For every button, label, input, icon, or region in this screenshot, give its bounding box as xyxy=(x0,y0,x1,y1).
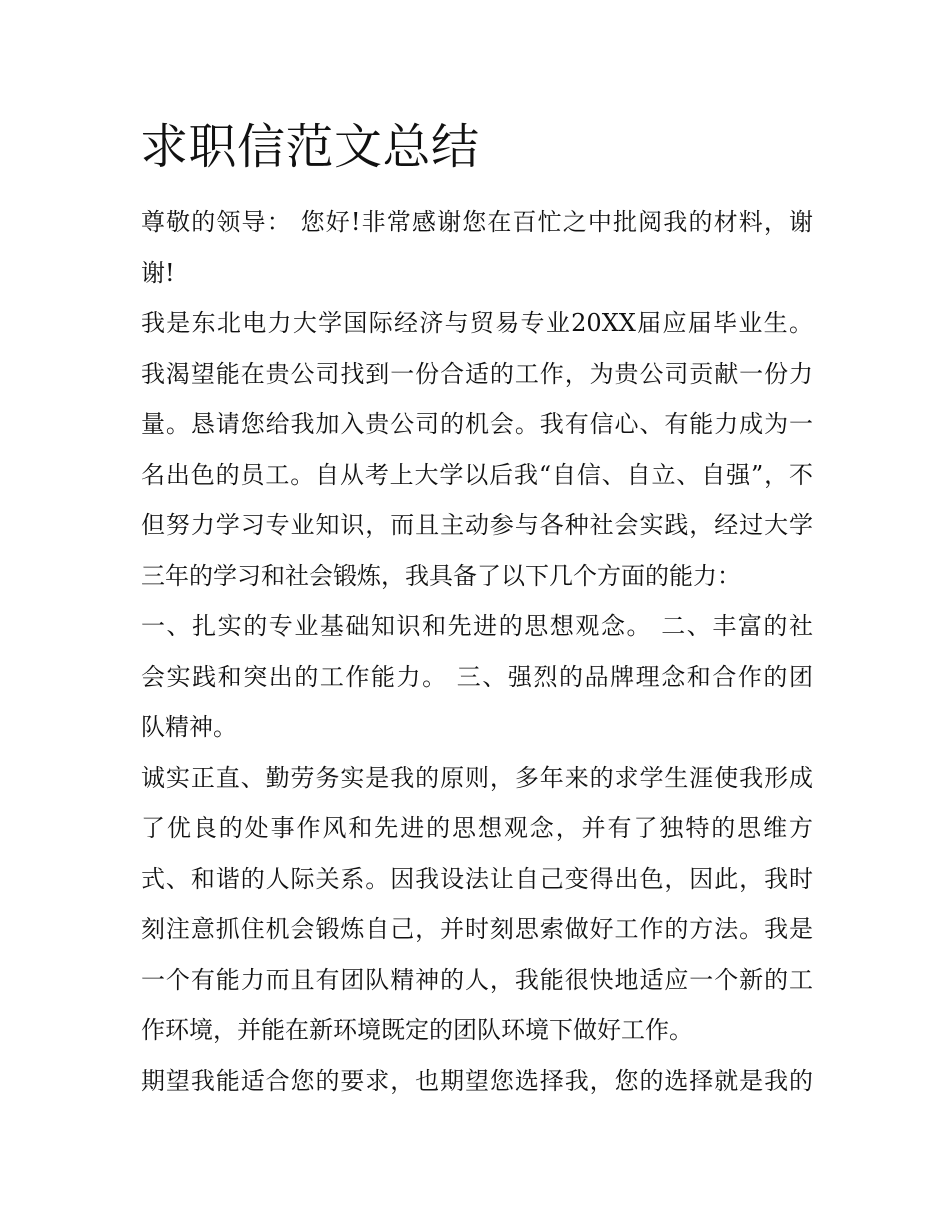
text-line: 但努力学习专业知识，而且主动参与各种社会实践，经过大学 xyxy=(141,511,813,539)
text-line: 式、和谐的人际关系。因我设法让自己变得出色，因此，我时 xyxy=(141,864,813,893)
text-line: 名出色的员工。自从考上大学以后我“自信、自立、自强”，不 xyxy=(141,460,813,489)
text-line: 队精神。 xyxy=(141,713,237,741)
text-line: 诚实正直、勤劳务实是我的原则，多年来的求学生涯使我形成 xyxy=(141,763,813,792)
text-line: 量。恳请您给我加入贵公司的机会。我有信心、有能力成为一 xyxy=(141,410,813,438)
text-line: 我是东北电力大学国际经济与贸易专业20XX届应届毕业生。 xyxy=(141,309,813,337)
document-title: 求职信范文总结 xyxy=(140,119,480,175)
text-line: 期望我能适合您的要求，也期望您选择我，您的选择就是我的 xyxy=(141,1066,813,1095)
text-line: 三年的学习和社会锻炼，我具备了以下几个方面的能力： xyxy=(141,561,741,590)
text-line: 谢! xyxy=(141,258,175,287)
text-line: 会实践和突出的工作能力。 三、强烈的品牌理念和合作的团 xyxy=(141,662,813,691)
text-line: 我渴望能在贵公司找到一份合适的工作，为贵公司贡献一份力 xyxy=(141,359,813,388)
text-line: 作环境，并能在新环境既定的团队环境下做好工作。 xyxy=(141,1016,693,1044)
document-body xyxy=(141,197,813,1106)
text-line: 一个有能力而且有团队精神的人，我能很快地适应一个新的工 xyxy=(141,965,813,994)
text-line: 一、扎实的专业基础知识和先进的思想观念。 二、丰富的社 xyxy=(141,612,813,640)
text-line: 了优良的处事作风和先进的思想观念，并有了独特的思维方 xyxy=(141,814,813,842)
text-line: 尊敬的领导： 您好!非常感谢您在百忙之中批阅我的材料，谢 xyxy=(141,208,813,236)
text-line: 刻注意抓住机会锻炼自己，并时刻思索做好工作的方法。我是 xyxy=(141,915,813,943)
